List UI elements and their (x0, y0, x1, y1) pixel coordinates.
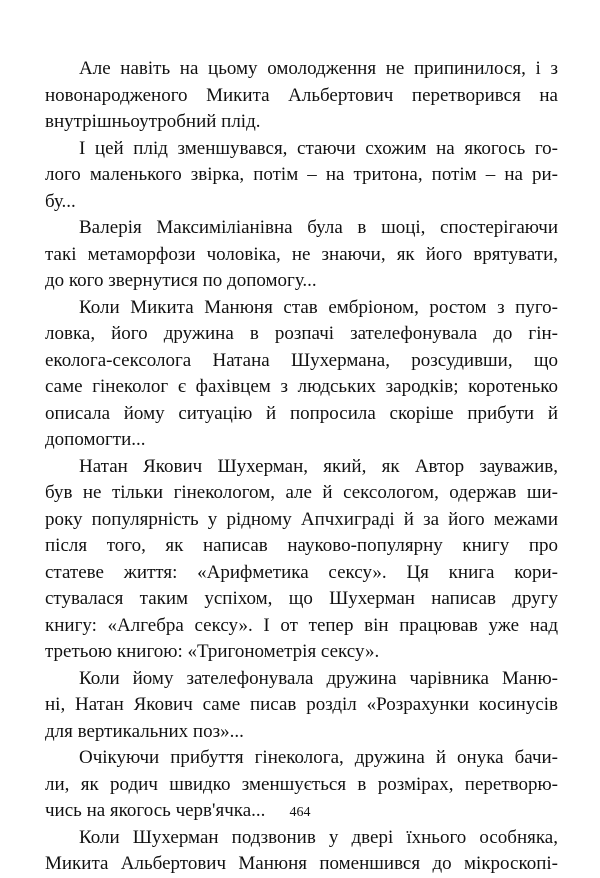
text-line: описала йому ситуацію й попросила скоріше прибути й (45, 402, 558, 424)
text-line: бу... (45, 190, 76, 212)
text-line: книгу: «Алгебра сексу». І от тепер він працював уже над (45, 614, 558, 636)
page-number: 464 (289, 805, 311, 820)
text-line: Коли йому зателефонувала дружина чарівника Маню- (79, 667, 558, 689)
text-line: Натан Якович Шухерман, який, як Автор зауважив, (79, 455, 558, 477)
text-line: допомогти... (45, 429, 146, 450)
text-line: ні, Натан Якович саме писав розділ «Розрахунки косинусів (45, 694, 558, 715)
text-line: Коли Шухерман подзвонив у двері їхнього особняка, (79, 826, 558, 848)
text-line: Микита Альбертович Манюня поменшився до мікроскопі- (45, 853, 558, 874)
text-line: для вертикальних поз»... (45, 720, 244, 742)
text-line: був не тільки гінекологом, але й сексологом, одержав ши- (45, 482, 558, 503)
text-line: внутрішньоутробний плід. (45, 111, 261, 132)
text-line: новонародженого Микита Альбертович перетворився на (45, 84, 558, 106)
text-line: статеве життя: «Арифметика сексу». Ця книга кори- (45, 561, 558, 583)
text-line: третьою книгою: «Тригонометрія сексу». (45, 641, 380, 662)
text-line: І цей плід зменшувався, стаючи схожим на якогось го- (79, 137, 558, 159)
text-line: Очікуючи прибуття гінеколога, дружина й онука бачи- (79, 747, 558, 768)
text-line: ли, як родич швидко зменшується в розмірах, перетворю- (45, 773, 558, 795)
text-line: ловка, його дружина в розпачі зателефонувала до гін- (45, 323, 558, 344)
text-line: Валерія Максиміліанівна була в шоці, спостерігаючи (79, 217, 558, 238)
text-line: року популярність у рідному Апчхиграді й за його межами (45, 508, 558, 530)
text-line: до кого звернутися по допомогу... (45, 270, 317, 291)
body-text (45, 56, 558, 878)
text-line: стувалася таким успіхом, що Шухерман написав другу (45, 588, 558, 609)
text-line: такі метаморфози чоловіка, не знаючи, як його врятувати, (45, 243, 558, 265)
text-line: чись на якогось черв'ячка... (45, 800, 266, 821)
text-line: Коли Микита Манюня став ембріоном, ростом з пуго- (79, 296, 558, 318)
text-line: лого маленького звірка, потім – на тритона, потім – на ри- (45, 164, 558, 185)
text-line: еколога-сексолога Натана Шухермана, розсудивши, що (45, 349, 558, 371)
text-line: саме гінеколог є фахівцем з людських зародків; коротенько (45, 376, 558, 397)
text-line: після того, як написав науково-популярну книгу про (45, 535, 558, 556)
text-line: Але навіть на цьому омолодження не припинилося, і з (79, 58, 558, 79)
